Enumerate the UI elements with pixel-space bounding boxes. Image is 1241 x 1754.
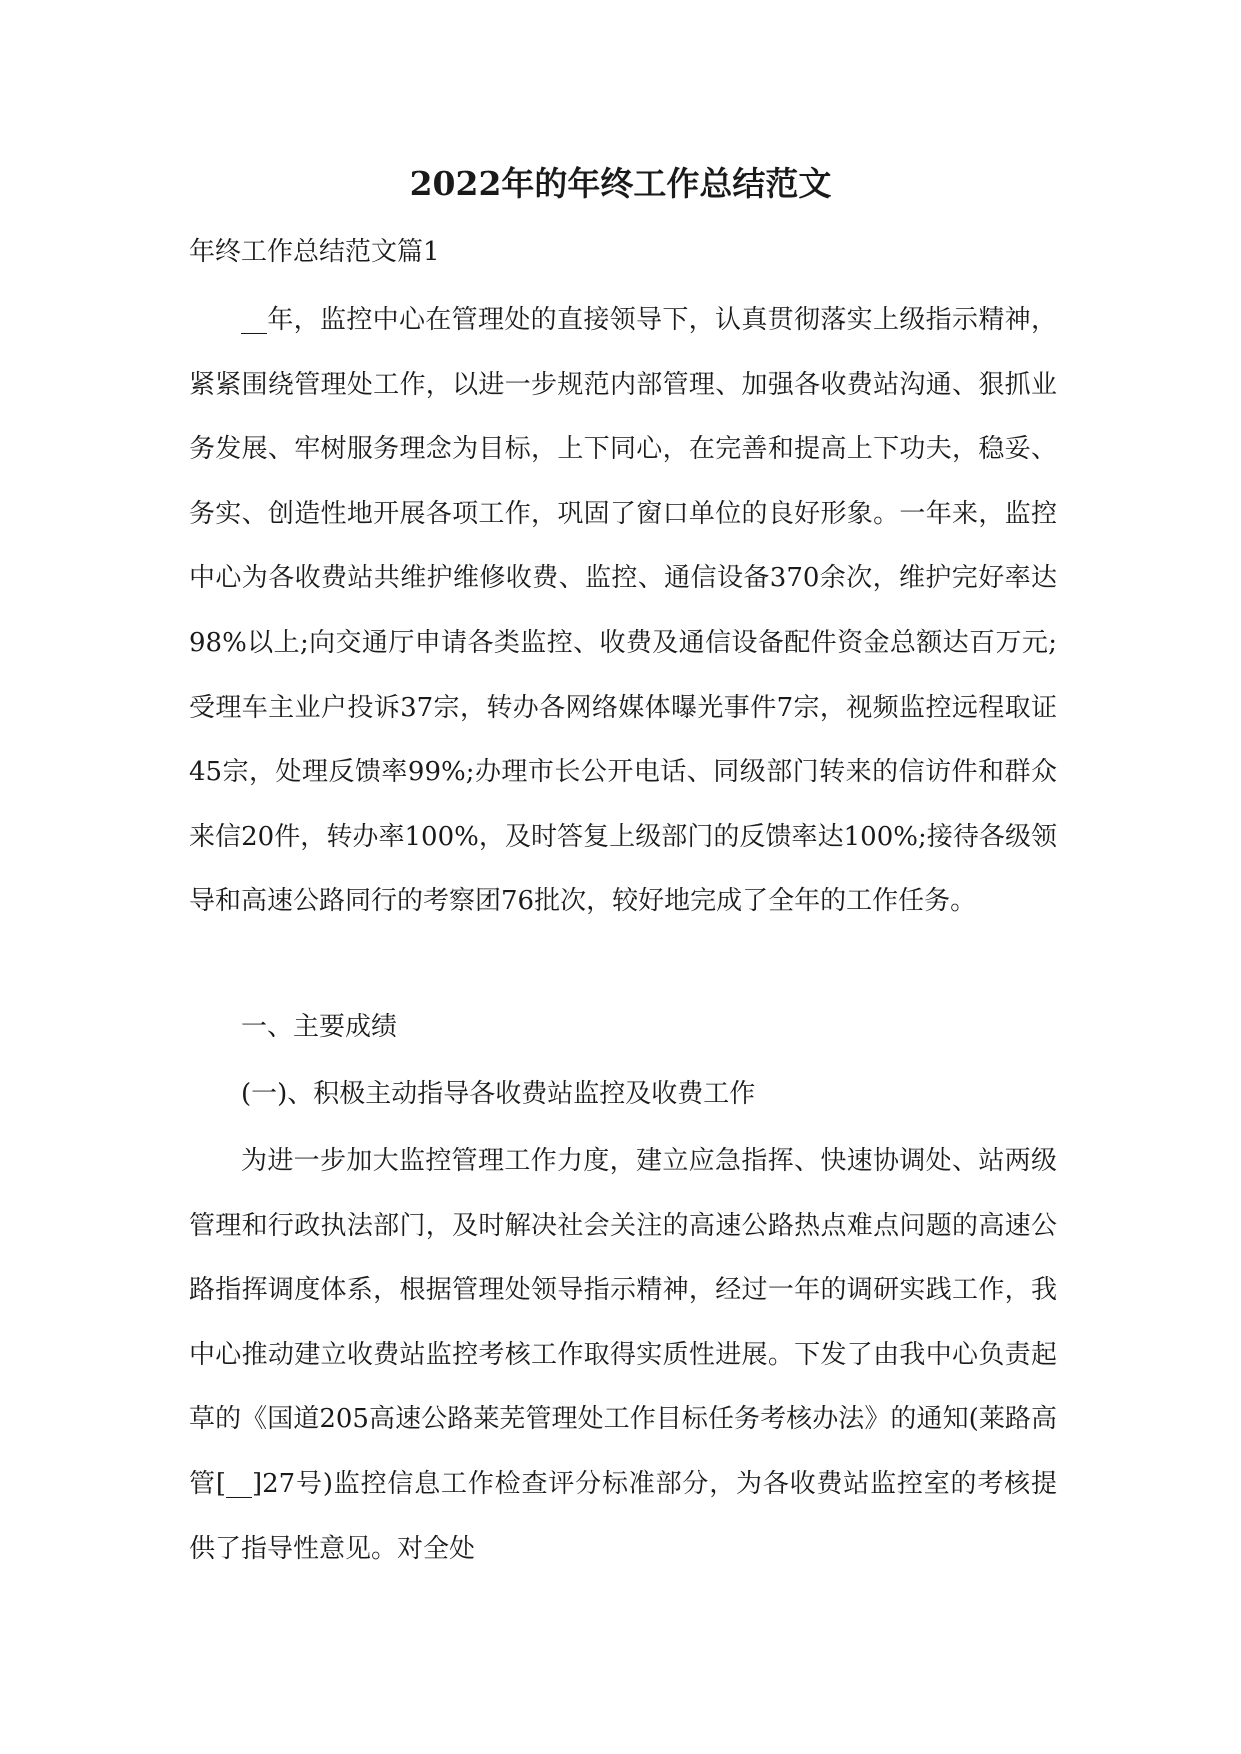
paragraph-body: 为进一步加大监控管理工作力度，建立应急指挥、快速协调处、站两级管理和行政执法部门，及时解决社会关注的高速公路热点难点问题的高速公路指挥调度体系，根据管理处领导指示精神，经过一年的调研实践工作，我中心推动建立收费站监控考核工作取得实质性进展。下发了由我中心负责起草的《国道205高速公路莱芜管理处工作目标任务考核办法》的通知(莱路高管[__]27号)监控信息工作检查评分标准部分，为各收费站监控室的考核提供了指导性意见。对全处	[189, 1146, 1057, 1564]
heading-subsection-1: (一)、积极主动指导各收费站监控及收费工作	[241, 1079, 756, 1109]
paragraph-intro: __年，监控中心在管理处的直接领导下，认真贯彻落实上级指示精神，紧紧围绕管理处工作，以进一步规范内部管理、加强各收费站沟通、狠抓业务发展、牢树服务理念为目标，上下同心，在完善和提高上下功夫，稳妥、务实、创造性地开展各项工作，巩固了窗口单位的良好形象。一年来，监控中心为各收费站共维护维修收费、监控、通信设备370余次，维护完好率达98%以上;向交通厅申请各类监控、收费及通信设备配件资金总额达百万元;受理车主业户投诉37宗，转办各网络媒体曝光事件7宗，视频监控远程取证45宗，处理反馈率99%;办理市长公开电话、同级部门转来的信访件和群众来信20件，转办率100%，及时答复上级部门的反馈率达100%;接待各级领导和高速公路同行的考察团76批次，较好地完成了全年的工作任务。	[189, 305, 1057, 917]
heading-main-achievements: 一、主要成绩	[241, 1012, 398, 1042]
section-subtitle: 年终工作总结范文篇1	[189, 237, 440, 267]
document-title: 2022年的年终工作总结范文	[409, 164, 832, 203]
